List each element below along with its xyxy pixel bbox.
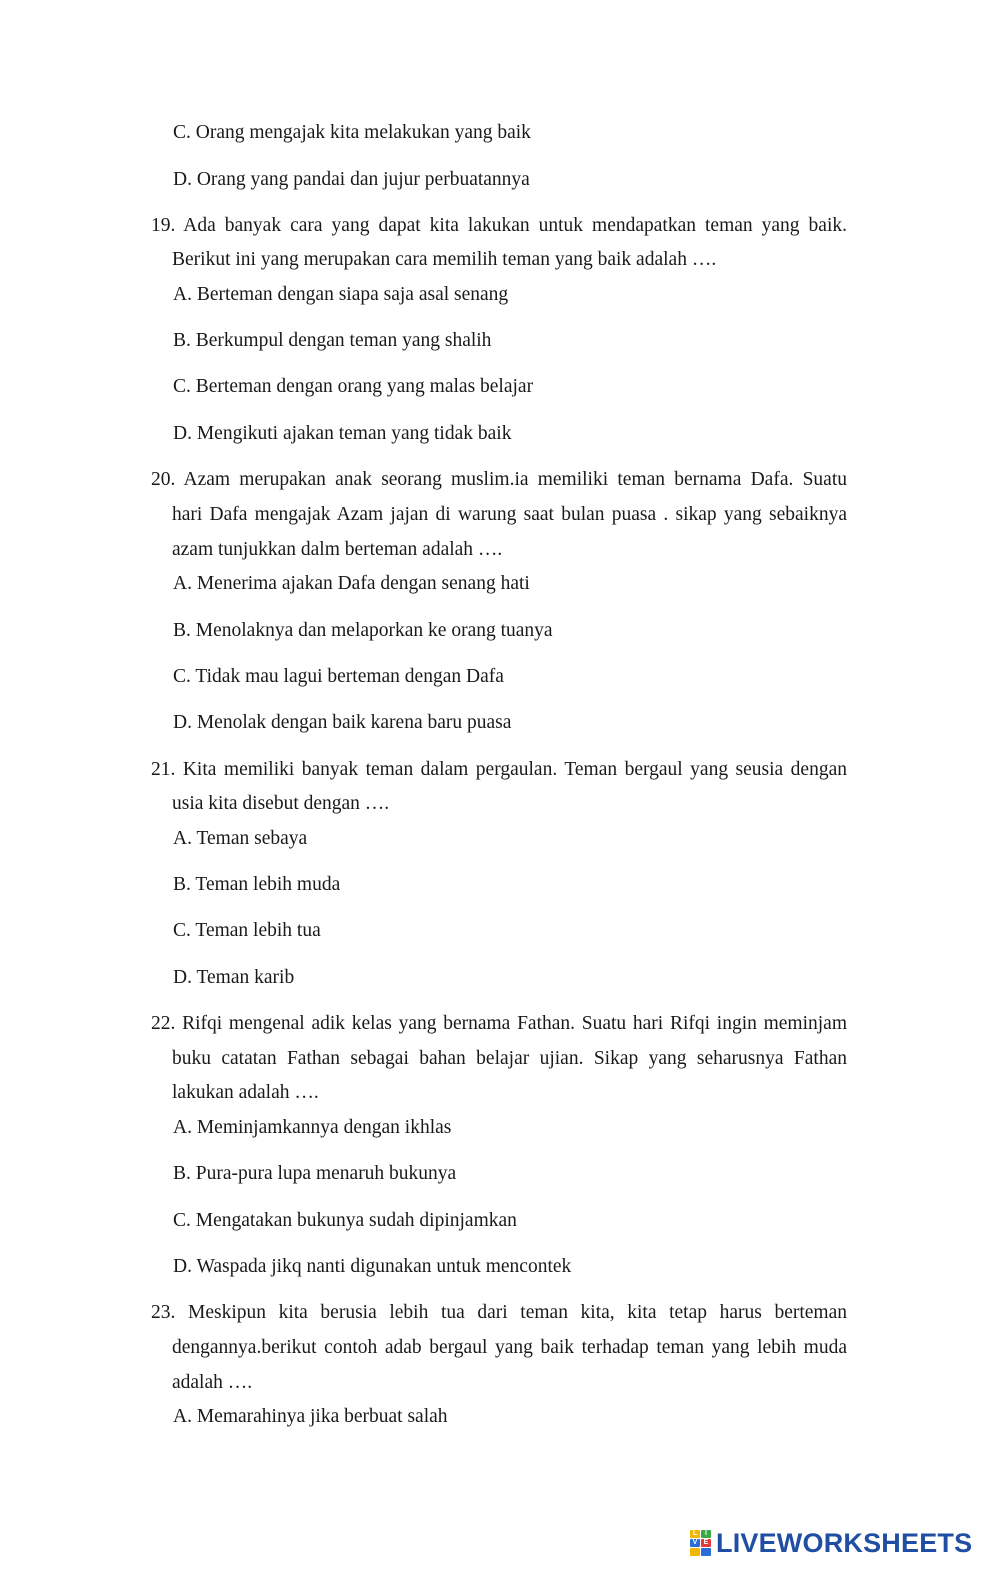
- q19-option-d: D. Mengikuti ajakan teman yang tidak baik: [173, 423, 512, 444]
- q22-option-b: B. Pura-pura lupa menaruh bukunya: [173, 1163, 457, 1184]
- q19-option-b: B. Berkumpul dengan teman yang shalih: [173, 330, 492, 351]
- logo-tile-4: E: [701, 1539, 711, 1547]
- q22-option-c: C. Mengatakan bukunya sudah dipinjamkan: [173, 1210, 517, 1231]
- q20-option-c: C. Tidak mau lagui berteman dengan Dafa: [173, 666, 504, 687]
- q21-text-line-1: 21. Kita memiliki banyak teman dalam pergaulan. Teman bergaul yang seusia dengan: [151, 759, 847, 780]
- liveworksheets-logo[interactable]: [690, 1527, 972, 1559]
- q22-option-a: A. Meminjamkannya dengan ikhlas: [173, 1117, 452, 1138]
- prev-option-c: C. Orang mengajak kita melakukan yang baik: [173, 122, 531, 143]
- q19-text-line-1: 19. Ada banyak cara yang dapat kita lakukan untuk mendapatkan teman yang baik.: [151, 215, 847, 236]
- q20-option-b: B. Menolaknya dan melaporkan ke orang tuanya: [173, 620, 553, 641]
- q22-text-line-2: buku catatan Fathan sebagai bahan belajar ujian. Sikap yang seharusnya Fathan: [172, 1048, 847, 1069]
- q22-text-line-1: 22. Rifqi mengenal adik kelas yang bernama Fathan. Suatu hari Rifqi ingin meminjam: [151, 1013, 847, 1034]
- q21-option-b: B. Teman lebih muda: [173, 874, 341, 895]
- q21-option-d: D. Teman karib: [173, 967, 295, 988]
- q21-option-c: C. Teman lebih tua: [173, 920, 321, 941]
- liveworksheets-wordmark: LIVEWORKSHEETS: [716, 1527, 973, 1558]
- logo-tile-1: L: [690, 1530, 700, 1538]
- q20-option-a: A. Menerima ajakan Dafa dengan senang hati: [173, 573, 530, 594]
- logo-tile-2: I: [701, 1530, 711, 1538]
- q22-option-d: D. Waspada jikq nanti digunakan untuk mencontek: [173, 1256, 572, 1277]
- logo-tile-3: V: [690, 1539, 700, 1547]
- q20-text-line-3: azam tunjukkan dalm berteman adalah ….: [172, 539, 503, 560]
- q19-text-line-2: Berikut ini yang merupakan cara memilih teman yang baik adalah ….: [172, 249, 717, 270]
- q21-text-line-2: usia kita disebut dengan ….: [172, 793, 390, 814]
- prev-option-d: D. Orang yang pandai dan jujur perbuatannya: [173, 169, 530, 190]
- q21-option-a: A. Teman sebaya: [173, 828, 308, 849]
- q22-text-line-3: lakukan adalah ….: [172, 1082, 319, 1103]
- q20-text-line-2: hari Dafa mengajak Azam jajan di warung saat bulan puasa . sikap yang sebaiknya: [172, 504, 847, 525]
- liveworksheets-grid-icon: [690, 1530, 712, 1556]
- q23-text-line-2: dengannya.berikut contoh adab bergaul yang baik terhadap teman yang lebih muda: [172, 1337, 847, 1358]
- q23-text-line-3: adalah ….: [172, 1372, 253, 1393]
- logo-tile-5: [690, 1548, 700, 1556]
- q23-option-a: A. Memarahinya jika berbuat salah: [173, 1406, 448, 1427]
- q23-text-line-1: 23. Meskipun kita berusia lebih tua dari teman kita, kita tetap harus berteman: [151, 1302, 847, 1323]
- q20-text-line-1: 20. Azam merupakan anak seorang muslim.ia memiliki teman bernama Dafa. Suatu: [151, 469, 847, 490]
- q19-option-a: A. Berteman dengan siapa saja asal senang: [173, 284, 509, 305]
- q19-option-c: C. Berteman dengan orang yang malas belajar: [173, 376, 534, 397]
- q20-option-d: D. Menolak dengan baik karena baru puasa: [173, 712, 512, 733]
- logo-tile-6: [701, 1548, 711, 1556]
